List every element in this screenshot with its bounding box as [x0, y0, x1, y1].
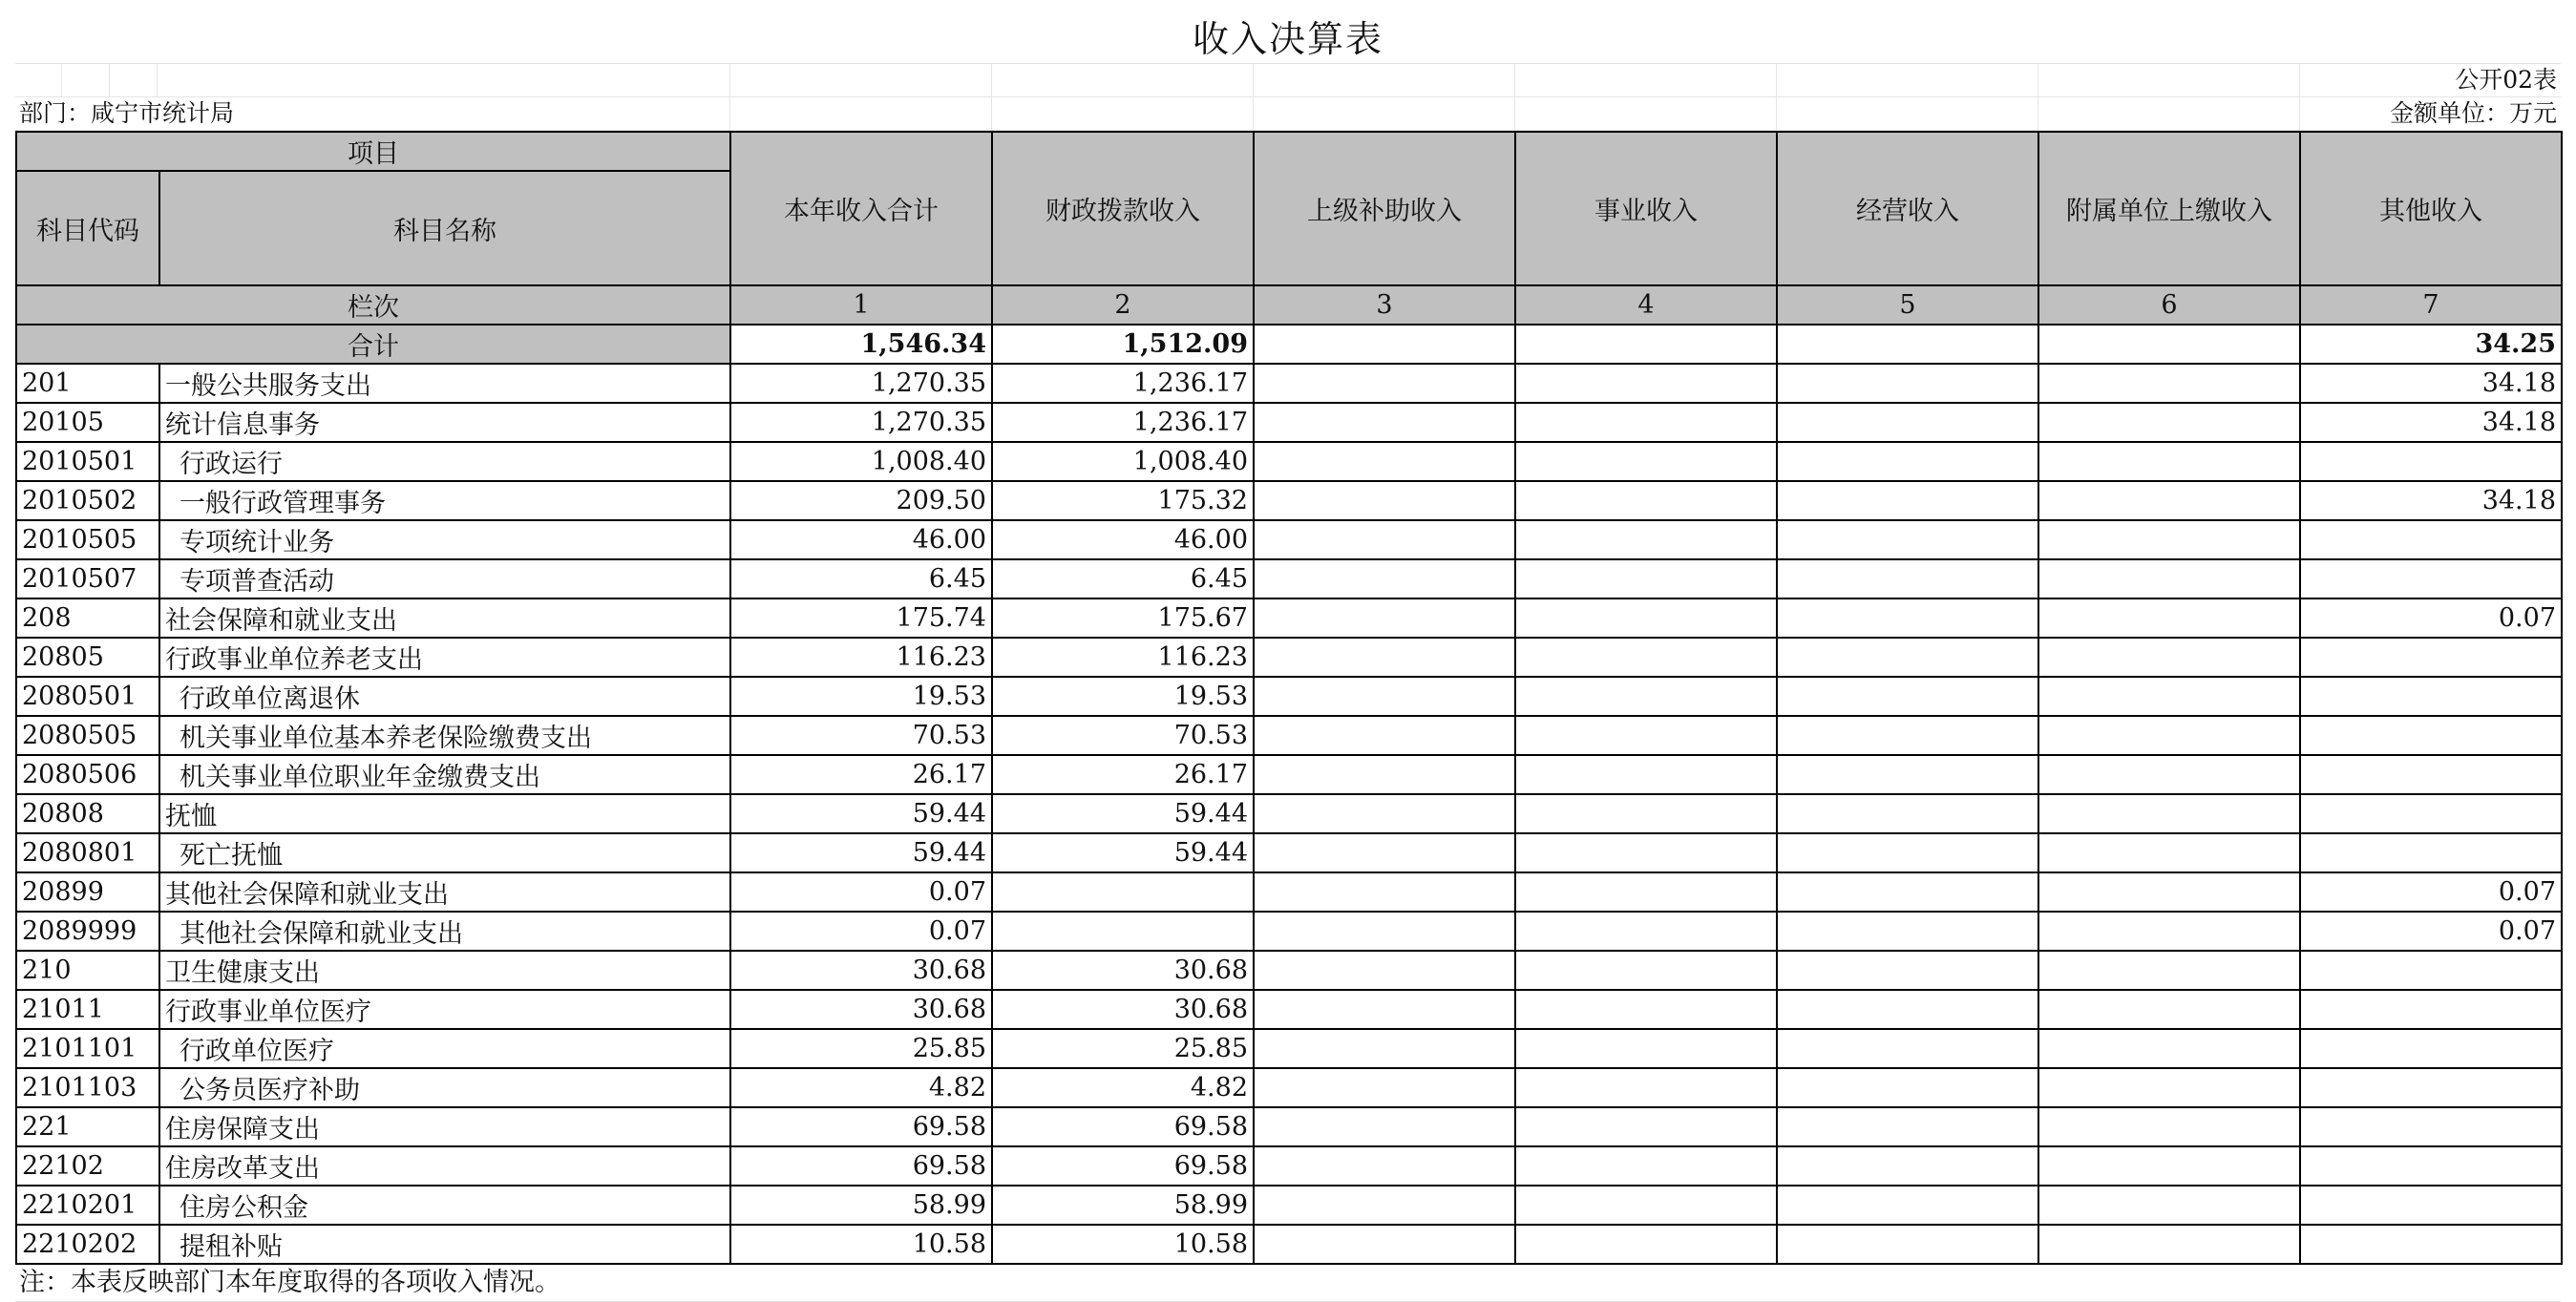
amount-cell[interactable] — [2038, 755, 2300, 794]
col-number-6: 6 — [2038, 285, 2300, 325]
amount-cell[interactable] — [2038, 1029, 2300, 1068]
amount-cell[interactable] — [2038, 833, 2300, 872]
amount-cell[interactable] — [2038, 1068, 2300, 1107]
amount-cell[interactable] — [1254, 1186, 1515, 1225]
subject-name-cell[interactable]: 提租补贴 — [159, 1225, 730, 1264]
amount-cell[interactable] — [2038, 403, 2300, 442]
subject-name-cell[interactable]: 一般行政管理事务 — [159, 481, 730, 520]
subject-code-cell[interactable]: 2089999 — [16, 912, 159, 951]
header-col-5: 经营收入 — [1777, 132, 2038, 285]
table-row — [16, 1225, 2562, 1264]
subject-code-cell[interactable]: 2010501 — [16, 442, 159, 481]
amount-cell[interactable] — [2038, 1225, 2300, 1264]
amount-cell[interactable] — [2038, 481, 2300, 520]
amount-cell[interactable]: 34.18 — [2300, 364, 2562, 403]
table-row — [16, 1029, 2562, 1068]
amount-cell[interactable] — [2038, 990, 2300, 1029]
amount-cell[interactable] — [1515, 1225, 1777, 1264]
amount-cell[interactable]: 1,236.17 — [992, 364, 1254, 403]
amount-cell[interactable]: 6.45 — [730, 559, 992, 598]
amount-cell[interactable] — [1515, 872, 1777, 912]
amount-cell[interactable] — [1777, 364, 2038, 403]
amount-cell[interactable] — [2300, 1146, 2562, 1186]
amount-cell[interactable] — [1777, 794, 2038, 833]
col-number-5: 5 — [1777, 285, 2038, 325]
amount-cell[interactable] — [1777, 520, 2038, 559]
amount-cell[interactable] — [2038, 1146, 2300, 1186]
amount-cell[interactable]: 30.68 — [730, 951, 992, 990]
amount-cell[interactable] — [2300, 990, 2562, 1029]
subject-name-cell[interactable]: 社会保障和就业支出 — [159, 598, 730, 638]
amount-cell[interactable] — [2300, 833, 2562, 872]
table-row — [16, 1107, 2562, 1146]
subject-name-cell[interactable]: 死亡抚恤 — [159, 833, 730, 872]
amount-cell[interactable]: 116.23 — [992, 638, 1254, 677]
amount-cell[interactable]: 69.58 — [730, 1146, 992, 1186]
table-row — [16, 638, 2562, 677]
amount-cell[interactable] — [2038, 872, 2300, 912]
subject-code-cell[interactable]: 2101101 — [16, 1029, 159, 1068]
amount-cell[interactable] — [1515, 833, 1777, 872]
table-row — [16, 403, 2562, 442]
amount-cell[interactable] — [1515, 990, 1777, 1029]
amount-cell[interactable]: 6.45 — [992, 559, 1254, 598]
amount-cell[interactable] — [2038, 442, 2300, 481]
table-body — [16, 364, 2562, 1264]
amount-cell[interactable]: 175.74 — [730, 598, 992, 638]
subject-name-cell[interactable]: 专项统计业务 — [159, 520, 730, 559]
amount-cell[interactable] — [1254, 481, 1515, 520]
subject-code-cell[interactable]: 2010507 — [16, 559, 159, 598]
amount-unit-label: 金额单位：万元 — [2389, 99, 2557, 127]
amount-cell[interactable]: 0.07 — [2300, 598, 2562, 638]
amount-cell[interactable] — [1777, 872, 2038, 912]
header-col-1: 本年收入合计 — [730, 132, 992, 285]
total-value[interactable] — [2038, 325, 2300, 364]
subject-code-cell[interactable]: 208 — [16, 598, 159, 638]
table-row — [16, 520, 2562, 559]
header-col-7: 其他收入 — [2300, 132, 2562, 285]
table-row — [16, 951, 2562, 990]
table-row — [16, 912, 2562, 951]
amount-cell[interactable] — [1254, 833, 1515, 872]
amount-cell[interactable] — [1777, 1186, 2038, 1225]
table-row — [16, 481, 2562, 520]
amount-cell[interactable] — [1254, 520, 1515, 559]
amount-cell[interactable] — [1254, 716, 1515, 755]
total-row — [16, 325, 2562, 364]
header-col-4: 事业收入 — [1515, 132, 1777, 285]
amount-cell[interactable] — [1777, 1107, 2038, 1146]
table-row — [16, 1186, 2562, 1225]
subject-code-cell[interactable]: 221 — [16, 1107, 159, 1146]
amount-cell[interactable]: 4.82 — [730, 1068, 992, 1107]
amount-cell[interactable] — [2300, 1186, 2562, 1225]
form-number-row — [15, 64, 2561, 97]
amount-cell[interactable] — [1777, 951, 2038, 990]
amount-cell[interactable]: 10.58 — [730, 1225, 992, 1264]
amount-cell[interactable]: 175.67 — [992, 598, 1254, 638]
amount-cell[interactable] — [1777, 442, 2038, 481]
amount-cell[interactable] — [2038, 559, 2300, 598]
amount-cell[interactable] — [1515, 403, 1777, 442]
subject-name-cell[interactable]: 住房改革支出 — [159, 1146, 730, 1186]
subject-code-cell[interactable]: 2080506 — [16, 755, 159, 794]
subject-name-cell[interactable]: 抚恤 — [159, 794, 730, 833]
amount-cell[interactable] — [2038, 638, 2300, 677]
header-item: 项目 — [16, 132, 730, 171]
amount-cell[interactable] — [1254, 912, 1515, 951]
total-value[interactable]: 34.25 — [2300, 325, 2562, 364]
department-label: 部门：咸宁市统计局 — [19, 99, 235, 127]
amount-cell[interactable]: 70.53 — [992, 716, 1254, 755]
subject-code-cell[interactable]: 2210201 — [16, 1186, 159, 1225]
subject-code-cell[interactable]: 2101103 — [16, 1068, 159, 1107]
amount-cell[interactable] — [1254, 677, 1515, 716]
subject-name-cell[interactable]: 住房保障支出 — [159, 1107, 730, 1146]
amount-cell[interactable]: 1,008.40 — [730, 442, 992, 481]
subject-code-cell[interactable]: 2210202 — [16, 1225, 159, 1264]
amount-cell[interactable] — [1515, 1146, 1777, 1186]
table-row — [16, 364, 2562, 403]
amount-cell[interactable]: 1,008.40 — [992, 442, 1254, 481]
amount-cell[interactable]: 0.07 — [730, 872, 992, 912]
amount-cell[interactable]: 58.99 — [730, 1186, 992, 1225]
table-row — [16, 442, 2562, 481]
amount-cell[interactable]: 0.07 — [730, 912, 992, 951]
col-number-4: 4 — [1515, 285, 1777, 325]
amount-cell[interactable] — [1254, 872, 1515, 912]
amount-cell[interactable] — [1777, 755, 2038, 794]
amount-cell[interactable]: 19.53 — [992, 677, 1254, 716]
amount-cell[interactable] — [1254, 951, 1515, 990]
amount-cell[interactable] — [2038, 794, 2300, 833]
amount-cell[interactable]: 4.82 — [992, 1068, 1254, 1107]
amount-cell[interactable] — [2038, 677, 2300, 716]
amount-cell[interactable]: 25.85 — [730, 1029, 992, 1068]
amount-cell[interactable] — [2038, 520, 2300, 559]
table-row — [16, 1068, 2562, 1107]
amount-cell[interactable] — [1254, 559, 1515, 598]
amount-cell[interactable]: 34.18 — [2300, 481, 2562, 520]
header-row-label: 栏次 — [16, 285, 730, 325]
subject-name-cell[interactable]: 住房公积金 — [159, 1186, 730, 1225]
amount-cell[interactable]: 30.68 — [992, 990, 1254, 1029]
subject-name-cell[interactable]: 行政单位医疗 — [159, 1029, 730, 1068]
subject-name-cell[interactable]: 卫生健康支出 — [159, 951, 730, 990]
amount-cell[interactable] — [2300, 716, 2562, 755]
amount-cell[interactable]: 34.18 — [2300, 403, 2562, 442]
amount-cell[interactable] — [1254, 755, 1515, 794]
amount-cell[interactable] — [1515, 951, 1777, 990]
table-row — [16, 872, 2562, 912]
faint-gridlines — [15, 64, 2561, 96]
amount-cell[interactable] — [2300, 1225, 2562, 1264]
amount-cell[interactable] — [2300, 559, 2562, 598]
amount-cell[interactable] — [2300, 1029, 2562, 1068]
subject-code-cell[interactable]: 2010505 — [16, 520, 159, 559]
amount-cell[interactable] — [1515, 520, 1777, 559]
amount-cell[interactable] — [1515, 481, 1777, 520]
amount-cell[interactable] — [1254, 442, 1515, 481]
table-note: 注：本表反映部门本年度取得的各项收入情况。 — [15, 1265, 2561, 1302]
subject-name-cell[interactable]: 其他社会保障和就业支出 — [159, 872, 730, 912]
table-row — [16, 598, 2562, 638]
amount-cell[interactable]: 70.53 — [730, 716, 992, 755]
subject-name-cell[interactable]: 行政事业单位养老支出 — [159, 638, 730, 677]
col-number-3: 3 — [1254, 285, 1515, 325]
amount-cell[interactable]: 26.17 — [730, 755, 992, 794]
amount-cell[interactable] — [1777, 403, 2038, 442]
amount-cell[interactable] — [2300, 755, 2562, 794]
form-number: 公开02表 — [2455, 66, 2557, 94]
amount-cell[interactable] — [1254, 403, 1515, 442]
amount-cell[interactable] — [1515, 598, 1777, 638]
amount-cell[interactable] — [1515, 794, 1777, 833]
amount-cell[interactable]: 69.58 — [730, 1107, 992, 1146]
subject-name-cell[interactable]: 一般公共服务支出 — [159, 364, 730, 403]
total-value[interactable] — [1254, 325, 1515, 364]
spreadsheet-sheet — [15, 15, 2561, 1302]
amount-cell[interactable]: 1,236.17 — [992, 403, 1254, 442]
department-row — [15, 97, 2561, 131]
amount-cell[interactable] — [1777, 912, 2038, 951]
amount-cell[interactable] — [2038, 1107, 2300, 1146]
amount-cell[interactable] — [1515, 912, 1777, 951]
amount-cell[interactable] — [1777, 990, 2038, 1029]
subject-name-cell[interactable]: 行政单位离退休 — [159, 677, 730, 716]
amount-cell[interactable] — [1254, 1029, 1515, 1068]
total-value[interactable]: 1,512.09 — [992, 325, 1254, 364]
amount-cell[interactable]: 59.44 — [730, 833, 992, 872]
amount-cell[interactable]: 26.17 — [992, 755, 1254, 794]
amount-cell[interactable] — [1254, 1068, 1515, 1107]
amount-cell[interactable] — [2038, 716, 2300, 755]
amount-cell[interactable] — [1777, 559, 2038, 598]
amount-cell[interactable]: 59.44 — [992, 833, 1254, 872]
amount-cell[interactable]: 175.32 — [992, 481, 1254, 520]
amount-cell[interactable] — [1777, 677, 2038, 716]
income-table — [15, 131, 2563, 1265]
amount-cell[interactable] — [1777, 598, 2038, 638]
amount-cell[interactable]: 58.99 — [992, 1186, 1254, 1225]
amount-cell[interactable] — [2300, 951, 2562, 990]
col-number-2: 2 — [992, 285, 1254, 325]
amount-cell[interactable] — [1777, 1225, 2038, 1264]
header-code: 科目代码 — [16, 171, 159, 285]
amount-cell[interactable] — [1515, 716, 1777, 755]
subject-name-cell[interactable]: 行政运行 — [159, 442, 730, 481]
amount-cell[interactable] — [2300, 520, 2562, 559]
table-row — [16, 559, 2562, 598]
amount-cell[interactable] — [1254, 364, 1515, 403]
table-row — [16, 1146, 2562, 1186]
subject-code-cell[interactable]: 2080801 — [16, 833, 159, 872]
amount-cell[interactable] — [1777, 716, 2038, 755]
amount-cell[interactable]: 30.68 — [730, 990, 992, 1029]
subject-code-cell[interactable]: 2010502 — [16, 481, 159, 520]
table-row — [16, 794, 2562, 833]
amount-cell[interactable] — [1515, 1186, 1777, 1225]
table-row — [16, 677, 2562, 716]
subject-name-cell[interactable]: 统计信息事务 — [159, 403, 730, 442]
amount-cell[interactable]: 59.44 — [992, 794, 1254, 833]
amount-cell[interactable]: 69.58 — [992, 1107, 1254, 1146]
subject-code-cell[interactable]: 210 — [16, 951, 159, 990]
subject-code-cell[interactable]: 20105 — [16, 403, 159, 442]
amount-cell[interactable] — [2300, 1068, 2562, 1107]
total-value[interactable] — [1777, 325, 2038, 364]
amount-cell[interactable]: 10.58 — [992, 1225, 1254, 1264]
amount-cell[interactable] — [1254, 638, 1515, 677]
amount-cell[interactable] — [2038, 364, 2300, 403]
amount-cell[interactable]: 46.00 — [730, 520, 992, 559]
subject-name-cell[interactable]: 其他社会保障和就业支出 — [159, 912, 730, 951]
amount-cell[interactable] — [2038, 598, 2300, 638]
total-label: 合计 — [16, 325, 730, 364]
subject-code-cell[interactable]: 20808 — [16, 794, 159, 833]
amount-cell[interactable]: 1,270.35 — [730, 364, 992, 403]
amount-cell[interactable] — [2300, 638, 2562, 677]
subject-name-cell[interactable]: 公务员医疗补助 — [159, 1068, 730, 1107]
amount-cell[interactable] — [1254, 1146, 1515, 1186]
amount-cell[interactable] — [1254, 1225, 1515, 1264]
total-value[interactable] — [1515, 325, 1777, 364]
amount-cell[interactable] — [2300, 442, 2562, 481]
subject-code-cell[interactable]: 22102 — [16, 1146, 159, 1186]
subject-name-cell[interactable]: 专项普查活动 — [159, 559, 730, 598]
amount-cell[interactable] — [2300, 794, 2562, 833]
amount-cell[interactable] — [2300, 1107, 2562, 1146]
table-row — [16, 755, 2562, 794]
table-row — [16, 833, 2562, 872]
faint-gridlines — [15, 97, 2561, 130]
amount-cell[interactable] — [1777, 638, 2038, 677]
col-number-7: 7 — [2300, 285, 2562, 325]
amount-cell[interactable] — [1777, 1068, 2038, 1107]
amount-cell[interactable] — [1515, 1107, 1777, 1146]
amount-cell[interactable] — [1515, 755, 1777, 794]
amount-cell[interactable] — [1254, 990, 1515, 1029]
table-row — [16, 716, 2562, 755]
amount-cell[interactable]: 19.53 — [730, 677, 992, 716]
amount-cell[interactable] — [1254, 1107, 1515, 1146]
subject-code-cell[interactable]: 21011 — [16, 990, 159, 1029]
sheet-title: 收入决算表 — [15, 15, 2561, 64]
amount-cell[interactable] — [1515, 364, 1777, 403]
amount-cell[interactable]: 209.50 — [730, 481, 992, 520]
amount-cell[interactable] — [1777, 1146, 2038, 1186]
amount-cell[interactable] — [2038, 1186, 2300, 1225]
amount-cell[interactable] — [2038, 951, 2300, 990]
subject-code-cell[interactable]: 201 — [16, 364, 159, 403]
amount-cell[interactable] — [1515, 559, 1777, 598]
subject-name-cell[interactable]: 行政事业单位医疗 — [159, 990, 730, 1029]
amount-cell[interactable] — [1515, 1029, 1777, 1068]
amount-cell[interactable]: 25.85 — [992, 1029, 1254, 1068]
amount-cell[interactable]: 30.68 — [992, 951, 1254, 990]
header-name: 科目名称 — [159, 171, 730, 285]
subject-name-cell[interactable]: 机关事业单位职业年金缴费支出 — [159, 755, 730, 794]
table-row — [16, 990, 2562, 1029]
header-col-3: 上级补助收入 — [1254, 132, 1515, 285]
amount-cell[interactable] — [2300, 677, 2562, 716]
subject-code-cell[interactable]: 2080505 — [16, 716, 159, 755]
subject-code-cell[interactable]: 20805 — [16, 638, 159, 677]
amount-cell[interactable]: 69.58 — [992, 1146, 1254, 1186]
amount-cell[interactable] — [992, 912, 1254, 951]
col-number-1: 1 — [730, 285, 992, 325]
header-col-2: 财政拨款收入 — [992, 132, 1254, 285]
amount-cell[interactable] — [1254, 598, 1515, 638]
subject-name-cell[interactable]: 机关事业单位基本养老保险缴费支出 — [159, 716, 730, 755]
amount-cell[interactable] — [1515, 677, 1777, 716]
total-value[interactable]: 1,546.34 — [730, 325, 992, 364]
amount-cell[interactable]: 0.07 — [2300, 912, 2562, 951]
amount-cell[interactable] — [1254, 794, 1515, 833]
amount-cell[interactable] — [2038, 912, 2300, 951]
amount-cell[interactable]: 46.00 — [992, 520, 1254, 559]
amount-cell[interactable] — [1777, 1029, 2038, 1068]
amount-cell[interactable]: 116.23 — [730, 638, 992, 677]
amount-cell[interactable]: 0.07 — [2300, 872, 2562, 912]
amount-cell[interactable] — [1515, 638, 1777, 677]
amount-cell[interactable] — [992, 872, 1254, 912]
amount-cell[interactable]: 59.44 — [730, 794, 992, 833]
subject-code-cell[interactable]: 20899 — [16, 872, 159, 912]
amount-cell[interactable]: 1,270.35 — [730, 403, 992, 442]
amount-cell[interactable] — [1515, 1068, 1777, 1107]
header-col-6: 附属单位上缴收入 — [2038, 132, 2300, 285]
subject-code-cell[interactable]: 2080501 — [16, 677, 159, 716]
amount-cell[interactable] — [1777, 833, 2038, 872]
amount-cell[interactable] — [1777, 481, 2038, 520]
amount-cell[interactable] — [1515, 442, 1777, 481]
